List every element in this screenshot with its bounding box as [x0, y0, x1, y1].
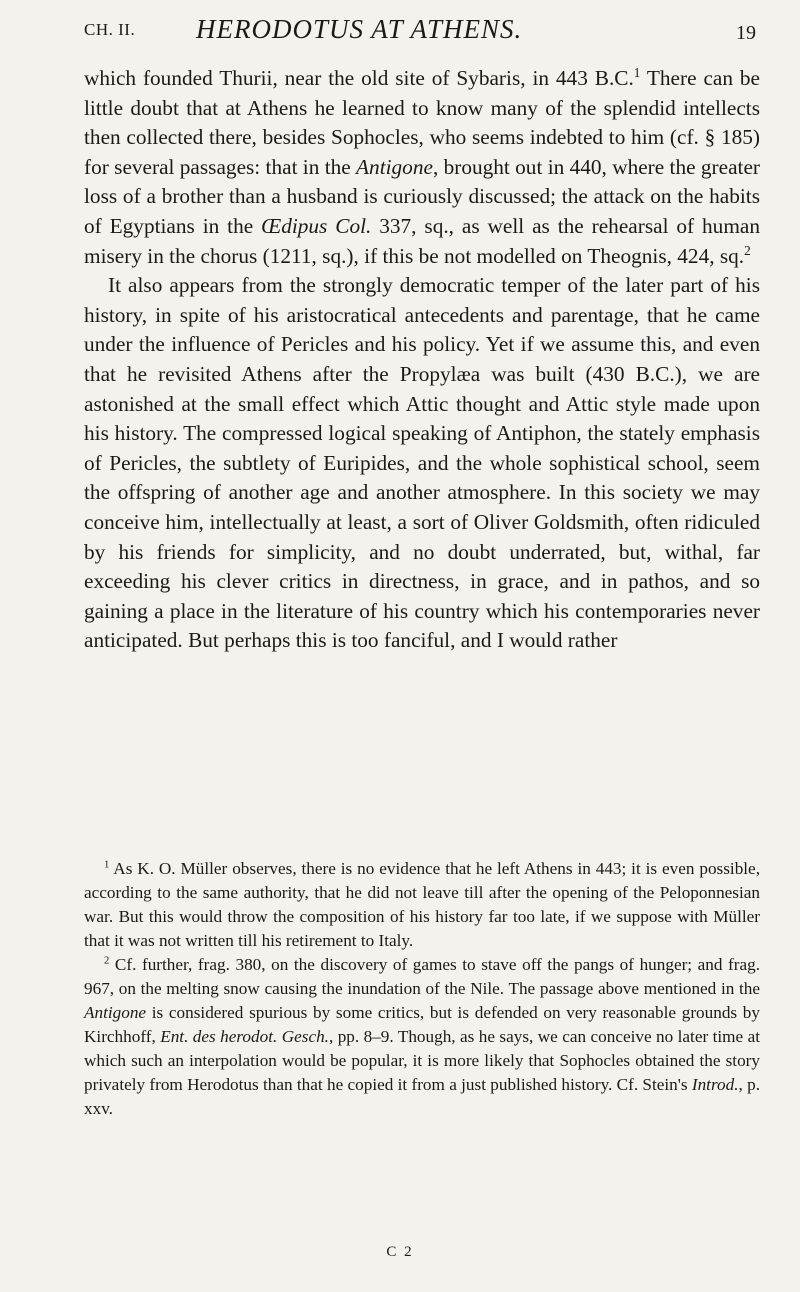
footnote-2-text-d: , p. xxv.: [84, 1075, 760, 1118]
footnote-ref-1: 1: [633, 64, 641, 80]
main-text: [84, 64, 760, 656]
footnote-ref-2: 2: [744, 242, 751, 258]
footnote-2-introd: Introd.: [691, 1075, 739, 1094]
paragraph-1-text-a: which founded Thurii, near the old site of Sybaris, in 443 B.C.: [84, 66, 634, 90]
paragraph-1-text-c: , brought out in 440, where the greater loss of a brother than a husband is curiously discussed; the attack on the habits of Egyptians in the: [84, 154, 760, 238]
footnote-2-antigone: Antigone: [84, 1003, 147, 1022]
footnote-2-marker: 2: [104, 955, 110, 967]
footnotes: [84, 857, 760, 1121]
footnote-2-text-b: is considered spurious by some critics, but is defended on very reasonable grounds by Kirchhoff,: [84, 1003, 760, 1046]
running-head: [84, 14, 756, 44]
page-number: 19: [736, 22, 756, 44]
running-title: HERODOTUS AT ATHENS.: [196, 14, 523, 44]
chapter-label: CH. II.: [84, 20, 136, 39]
paragraph-2: It also appears from the strongly democratic temper of the later part of his history, in spite of his aristocratical antecedents and parentage, that he came under the influence of Pericles and his policy. Yet if we assume this, and even that he revisited Athens after the Propylæa was built (430 B.C.), we are astonished at the small effect which Attic thought and Attic style made upon his history. The compressed logical speaking of Antiphon, the stately emphasis of Pericles, the subtlety of Euripides, and the whole sophistical school, seem the offspring of another age and another atmosphere. In this society we may conceive him, intellectually at least, a sort of Oliver Goldsmith, often ridiculed by his friends for simplicity, and no doubt underrated, but, withal, far exceeding his clever critics in directness, in grace, and in pathos, and so gaining a place in the literature of his country which his contemporaries never anticipated. But perhaps this is too fanciful, and I would rather: [84, 273, 760, 653]
work-title-oedipus-col: Œdipus Col.: [261, 213, 372, 238]
paragraph-1-text-d: 337, sq., as well as the rehearsal of human misery in the chorus (1211, sq.), if this be not modelled on Theognis, 424, sq.: [84, 213, 760, 268]
footnote-2-text-c: , pp. 8–9. Though, as he says, we can conceive no later time at which such an interpolation would be popular, it is more likely that Sophocles obtained the story privately from Herodotus than that he copied it from a just published history. Cf. Stein's: [84, 1027, 761, 1094]
footnote-1: [84, 857, 760, 953]
signature-mark: C 2: [386, 1244, 414, 1260]
footnote-1-text: As K. O. Müller observes, there is no evidence that he left Athens in 443; it is even possible, according to the same authority, that he did not leave till after the opening of the Peloponnesian war. But this would throw the composition of his history far too late, if we suppose with Müller that it was not written till his retirement to Italy.: [84, 859, 760, 950]
paragraph-1: [84, 64, 760, 271]
paragraph-1-text-b: There can be little doubt that at Athens he learned to know many of the splendid intellects then collected there, besides Sophocles, who seems indebted to him (cf. § 185) for several passages: that in the: [84, 66, 760, 179]
work-title-antigone: Antigone: [356, 154, 433, 179]
footnote-2-kirchhoff-title: Ent. des herodot. Gesch.: [160, 1027, 329, 1046]
footnote-1-marker: 1: [104, 859, 110, 871]
footnote-2-text-a: Cf. further, frag. 380, on the discovery of games to stave off the pangs of hunger; and frag. 967, on the melting snow causing the inundation of the Nile. The passage above mentioned in the: [84, 955, 761, 998]
footnote-2: [84, 953, 760, 1121]
